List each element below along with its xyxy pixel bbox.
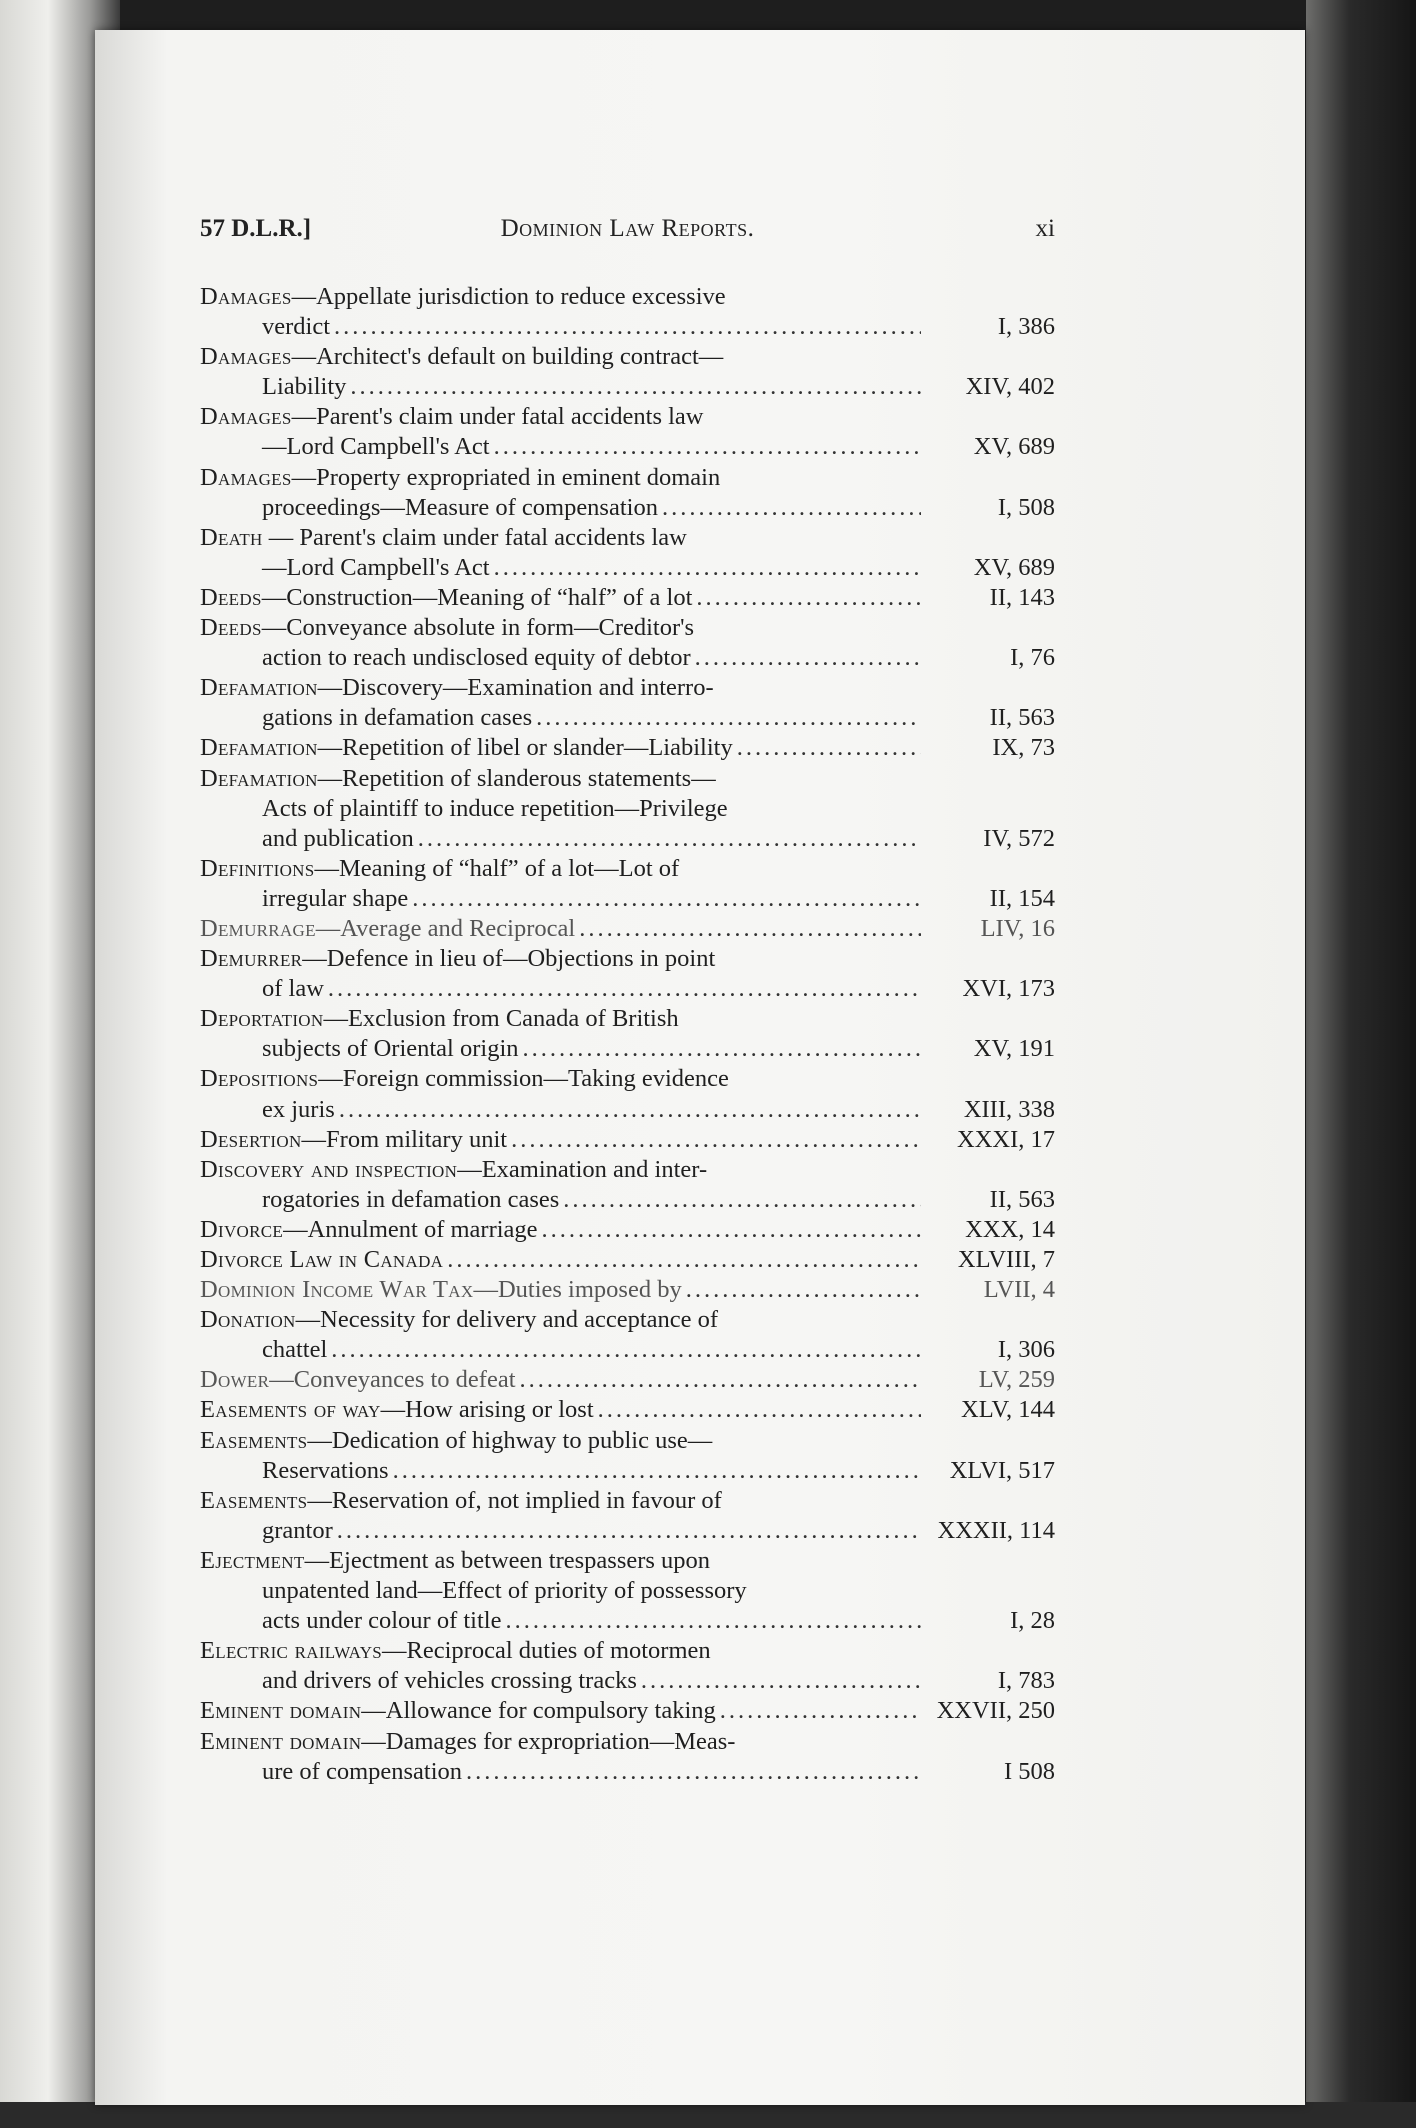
page-header [200, 215, 1055, 255]
entry-line-continuation [200, 312, 1055, 342]
entry-text: —Reservation of, not implied in favour of [307, 1486, 722, 1514]
entry-text: Liability [262, 373, 347, 401]
entry-text: —Ejectment as between trespassers upon [304, 1546, 711, 1574]
entry-text: —Examination and inter- [457, 1155, 708, 1183]
volume-page-reference: XIV, 402 [965, 373, 1055, 401]
entry-line-continuation [200, 703, 1055, 733]
entry-text: —Defence in lieu of—Objections in point [302, 945, 716, 973]
volume-page-reference: II, 154 [989, 884, 1055, 912]
entry-text: grantor [262, 1516, 333, 1544]
volume-page-reference: XIII, 338 [963, 1095, 1055, 1123]
leader-dots [579, 914, 921, 944]
entry-text: —Dedication of highway to public use— [307, 1426, 713, 1454]
index-entry [200, 1064, 1055, 1124]
leader-dots [598, 1395, 921, 1425]
leader-dots [641, 1666, 921, 1696]
volume-page-reference: LIV, 16 [980, 914, 1055, 942]
entry-text: —Allowance for compulsory taking [361, 1697, 716, 1725]
entry-line-continuation [200, 974, 1055, 1004]
entry-line-continuation [200, 1034, 1055, 1064]
entry-text: —Exclusion from Canada of British [323, 1005, 679, 1033]
volume-page-reference: I, 28 [1010, 1607, 1055, 1635]
entry-heading: Demurrage [200, 914, 316, 942]
entry-text: —Discovery—Examination and interro- [317, 674, 714, 702]
entry-text: ure of compensation [262, 1757, 463, 1785]
entry-text: —Appellate jurisdiction to reduce excessive [291, 283, 726, 310]
page-number: xi [1035, 215, 1055, 242]
leader-dots [520, 1365, 921, 1395]
leader-dots [331, 1335, 921, 1365]
leader-dots [662, 493, 921, 523]
index-entry [200, 1365, 1055, 1395]
entry-text: —From military unit [301, 1125, 508, 1153]
leader-dots [328, 974, 921, 1004]
leader-dots [494, 432, 921, 462]
volume-page-reference: XLV, 144 [961, 1396, 1055, 1424]
entry-heading: Dower [200, 1366, 270, 1394]
entry-line-continuation [200, 1335, 1055, 1365]
leader-dots [737, 733, 921, 763]
entry-line-first [200, 764, 1055, 794]
entry-line-first [200, 1486, 1055, 1516]
entry-heading: Dominion Income War Tax [200, 1276, 474, 1304]
leader-dots [696, 583, 921, 613]
volume-page-reference: XLVI, 517 [949, 1456, 1055, 1484]
entry-line-continuation [200, 824, 1055, 854]
entry-line-first [200, 1155, 1055, 1185]
entry-heading: Damages [200, 463, 292, 491]
entry-line-first [200, 854, 1055, 884]
entry-text: — Parent's claim under fatal accidents law [262, 523, 687, 551]
entry-text: —Lord Campbell's Act [262, 553, 490, 581]
entry-heading: Divorce Law in Canada [200, 1246, 444, 1273]
entry-text: —Construction—Meaning of “half” of a lot [261, 583, 693, 611]
volume-page-reference: XLVIII, 7 [957, 1246, 1055, 1273]
entry-text: acts under colour of title [262, 1607, 502, 1635]
scan-right-edge [1306, 0, 1416, 2128]
entry-text: rogatories in defamation cases [262, 1185, 560, 1213]
index-entry [200, 854, 1055, 914]
entry-line-continuation [200, 884, 1055, 914]
entry-line-first [200, 1426, 1055, 1456]
entry-line-continuation [200, 493, 1055, 523]
index-entry [200, 1245, 1055, 1275]
entry-line-continuation [200, 1095, 1055, 1125]
entry-heading: Divorce [200, 1215, 284, 1243]
index-entry [200, 733, 1055, 763]
entry-line-continuation [200, 1757, 1055, 1787]
entry-text: chattel [262, 1336, 328, 1364]
volume-page-reference: XV, 689 [973, 553, 1055, 581]
entry-line-first [200, 1727, 1055, 1757]
index-list [200, 282, 1055, 1787]
entry-line-first [200, 613, 1055, 643]
index-entry [200, 1004, 1055, 1064]
entry-line-first [200, 583, 1055, 613]
entry-heading: Easements [200, 1426, 308, 1454]
volume-reference: 57 D.L.R.] [200, 215, 312, 242]
index-entry [200, 1486, 1055, 1546]
leader-dots [536, 703, 921, 733]
leader-dots [466, 1757, 921, 1787]
entry-line-first [200, 1064, 1055, 1094]
index-entry [200, 342, 1055, 402]
entry-line-first [200, 1275, 1055, 1305]
volume-page-reference: I, 508 [997, 493, 1055, 521]
entry-line-first [200, 1305, 1055, 1335]
leader-dots [393, 1456, 921, 1486]
entry-text: —Foreign commission—Taking evidence [318, 1065, 729, 1093]
entry-text: ex juris [262, 1095, 335, 1123]
index-entry [200, 1636, 1055, 1696]
entry-text: proceedings—Measure of compensation [262, 493, 658, 521]
entry-text: subjects of Oriental origin [262, 1035, 519, 1063]
index-entry [200, 764, 1055, 854]
volume-page-reference: LV, 259 [978, 1366, 1055, 1394]
entry-line-first [200, 463, 1055, 493]
index-entry [200, 1155, 1055, 1215]
entry-line-continuation [200, 1456, 1055, 1486]
index-entry [200, 463, 1055, 523]
index-entry [200, 613, 1055, 673]
volume-page-reference: XV, 689 [973, 433, 1055, 461]
entry-heading: Eminent domain [200, 1697, 362, 1725]
volume-page-reference: XV, 191 [973, 1035, 1055, 1063]
entry-line-first [200, 1215, 1055, 1245]
volume-page-reference: II, 563 [989, 1185, 1055, 1213]
entry-heading: Defamation [200, 674, 318, 702]
volume-page-reference: I, 783 [997, 1667, 1055, 1695]
entry-line-first [200, 1004, 1055, 1034]
entry-line-first [200, 1696, 1055, 1726]
entry-text: gations in defamation cases [262, 704, 533, 732]
index-entry [200, 1215, 1055, 1245]
entry-text: of law [262, 975, 324, 1003]
entry-text: —Annulment of marriage [283, 1215, 538, 1243]
entry-line-continuation [200, 1666, 1055, 1696]
entry-line-first [200, 914, 1055, 944]
entry-text: —Meaning of “half” of a lot—Lot of [314, 854, 680, 882]
index-entry [200, 914, 1055, 944]
entry-line-first [200, 282, 1055, 312]
index-entry [200, 523, 1055, 583]
volume-page-reference: XXXI, 17 [957, 1125, 1055, 1153]
volume-page-reference: II, 563 [989, 704, 1055, 732]
leader-dots [563, 1185, 921, 1215]
leader-dots [695, 643, 921, 673]
entry-line-first [200, 944, 1055, 974]
entry-heading: Definitions [200, 854, 315, 882]
entry-line-first [200, 1245, 1055, 1275]
leader-dots [337, 1516, 921, 1546]
entry-text: —Parent's claim under fatal accidents law [291, 403, 704, 431]
entry-text: Reservations [262, 1456, 389, 1484]
volume-page-reference: I, 306 [997, 1336, 1055, 1364]
leader-dots [447, 1245, 921, 1275]
leader-dots [494, 553, 921, 583]
index-entry [200, 583, 1055, 613]
volume-page-reference: IV, 572 [983, 824, 1055, 852]
running-title: Dominion Law Reports. [500, 215, 755, 242]
entry-text: —Conveyance absolute in form—Creditor's [261, 614, 695, 642]
entry-heading: Demurrer [200, 945, 303, 973]
volume-page-reference: XXVII, 250 [936, 1697, 1055, 1725]
index-entry [200, 1426, 1055, 1486]
entry-line-first [200, 342, 1055, 372]
entry-heading: Ejectment [200, 1546, 305, 1574]
entry-text: irregular shape [262, 884, 409, 912]
index-entry [200, 944, 1055, 1004]
entry-heading: Electric railways [200, 1637, 383, 1665]
entry-line-continuation [200, 432, 1055, 462]
volume-page-reference: I, 76 [1010, 644, 1055, 672]
entry-line-continuation [200, 1576, 1055, 1606]
entry-line-first [200, 733, 1055, 763]
entry-text: —Average and Reciprocal [315, 914, 576, 942]
entry-line-continuation [200, 1185, 1055, 1215]
entry-heading: Damages [200, 403, 292, 431]
index-entry [200, 1305, 1055, 1365]
index-entry [200, 1696, 1055, 1726]
entry-heading: Easements of way [200, 1396, 381, 1424]
leader-dots [505, 1606, 921, 1636]
leader-dots [412, 884, 921, 914]
scan-bottom-edge [0, 2102, 1416, 2128]
entry-heading: Deeds [200, 614, 262, 642]
entry-text: and publication [262, 824, 414, 852]
entry-line-first [200, 1636, 1055, 1666]
leader-dots [720, 1696, 921, 1726]
entry-heading: Deportation [200, 1005, 324, 1033]
leader-dots [339, 1095, 921, 1125]
entry-text: —Property expropriated in eminent domain [291, 463, 721, 491]
entry-text: —Conveyances to defeat [269, 1366, 516, 1394]
entry-text: unpatented land—Effect of priority of possessory [262, 1577, 747, 1605]
entry-text: —Lord Campbell's Act [262, 433, 490, 461]
entry-text: —Repetition of slanderous statements— [317, 764, 716, 792]
entry-line-continuation [200, 794, 1055, 824]
index-entry [200, 1546, 1055, 1636]
leader-dots [350, 372, 921, 402]
entry-heading: Discovery and inspection [200, 1155, 458, 1183]
volume-page-reference: XXXII, 114 [937, 1516, 1055, 1544]
entry-line-first [200, 1395, 1055, 1425]
leader-dots [523, 1034, 921, 1064]
index-entry [200, 1125, 1055, 1155]
volume-page-reference: XVI, 173 [962, 975, 1055, 1003]
leader-dots [542, 1215, 921, 1245]
entry-line-continuation [200, 1516, 1055, 1546]
entry-line-continuation [200, 553, 1055, 583]
entry-heading: Eminent domain [200, 1727, 362, 1755]
leader-dots [511, 1125, 921, 1155]
entry-heading: Depositions [200, 1065, 319, 1093]
index-entry [200, 1727, 1055, 1787]
entry-heading: Defamation [200, 764, 318, 792]
index-entry [200, 1275, 1055, 1305]
entry-line-first [200, 1365, 1055, 1395]
entry-text: and drivers of vehicles crossing tracks [262, 1667, 637, 1695]
entry-line-first [200, 523, 1055, 553]
volume-page-reference: IX, 73 [992, 734, 1055, 762]
entry-heading: Desertion [200, 1125, 302, 1153]
entry-text: —Repetition of libel or slander—Liability [317, 734, 733, 762]
volume-page-reference: LVII, 4 [983, 1276, 1055, 1304]
entry-text: —Reciprocal duties of motormen [382, 1637, 711, 1665]
leader-dots [686, 1275, 921, 1305]
entry-line-first [200, 1546, 1055, 1576]
index-entry [200, 402, 1055, 462]
volume-page-reference: I, 386 [997, 313, 1055, 341]
entry-text: —Architect's default on building contract— [291, 343, 724, 371]
index-entry [200, 1395, 1055, 1425]
leader-dots [418, 824, 921, 854]
entry-line-first [200, 402, 1055, 432]
entry-heading: Damages [200, 343, 292, 371]
entry-line-continuation [200, 1606, 1055, 1636]
entry-text: —Duties imposed by [473, 1276, 682, 1304]
entry-line-first [200, 673, 1055, 703]
index-entry [200, 282, 1055, 342]
entry-line-first [200, 1125, 1055, 1155]
entry-text: —How arising or lost [380, 1396, 594, 1424]
entry-line-continuation [200, 643, 1055, 673]
entry-line-continuation [200, 372, 1055, 402]
entry-heading: Easements [200, 1486, 308, 1514]
entry-text: verdict [262, 313, 331, 341]
volume-page-reference: I 508 [1003, 1757, 1055, 1785]
volume-page-reference: II, 143 [989, 583, 1055, 611]
entry-heading: Donation [200, 1306, 296, 1334]
leader-dots [334, 312, 921, 342]
entry-heading: Deeds [200, 583, 262, 611]
entry-text: action to reach undisclosed equity of debtor [262, 644, 691, 672]
entry-text: —Damages for expropriation—Meas- [361, 1727, 736, 1755]
entry-heading: Death [200, 523, 263, 551]
volume-page-reference: XXX, 14 [965, 1215, 1055, 1243]
entry-text: Acts of plaintiff to induce repetition—Privilege [262, 794, 728, 822]
entry-heading: Damages [200, 283, 292, 310]
entry-text: —Necessity for delivery and acceptance of [295, 1306, 719, 1334]
entry-heading: Defamation [200, 734, 318, 762]
index-entry [200, 673, 1055, 733]
